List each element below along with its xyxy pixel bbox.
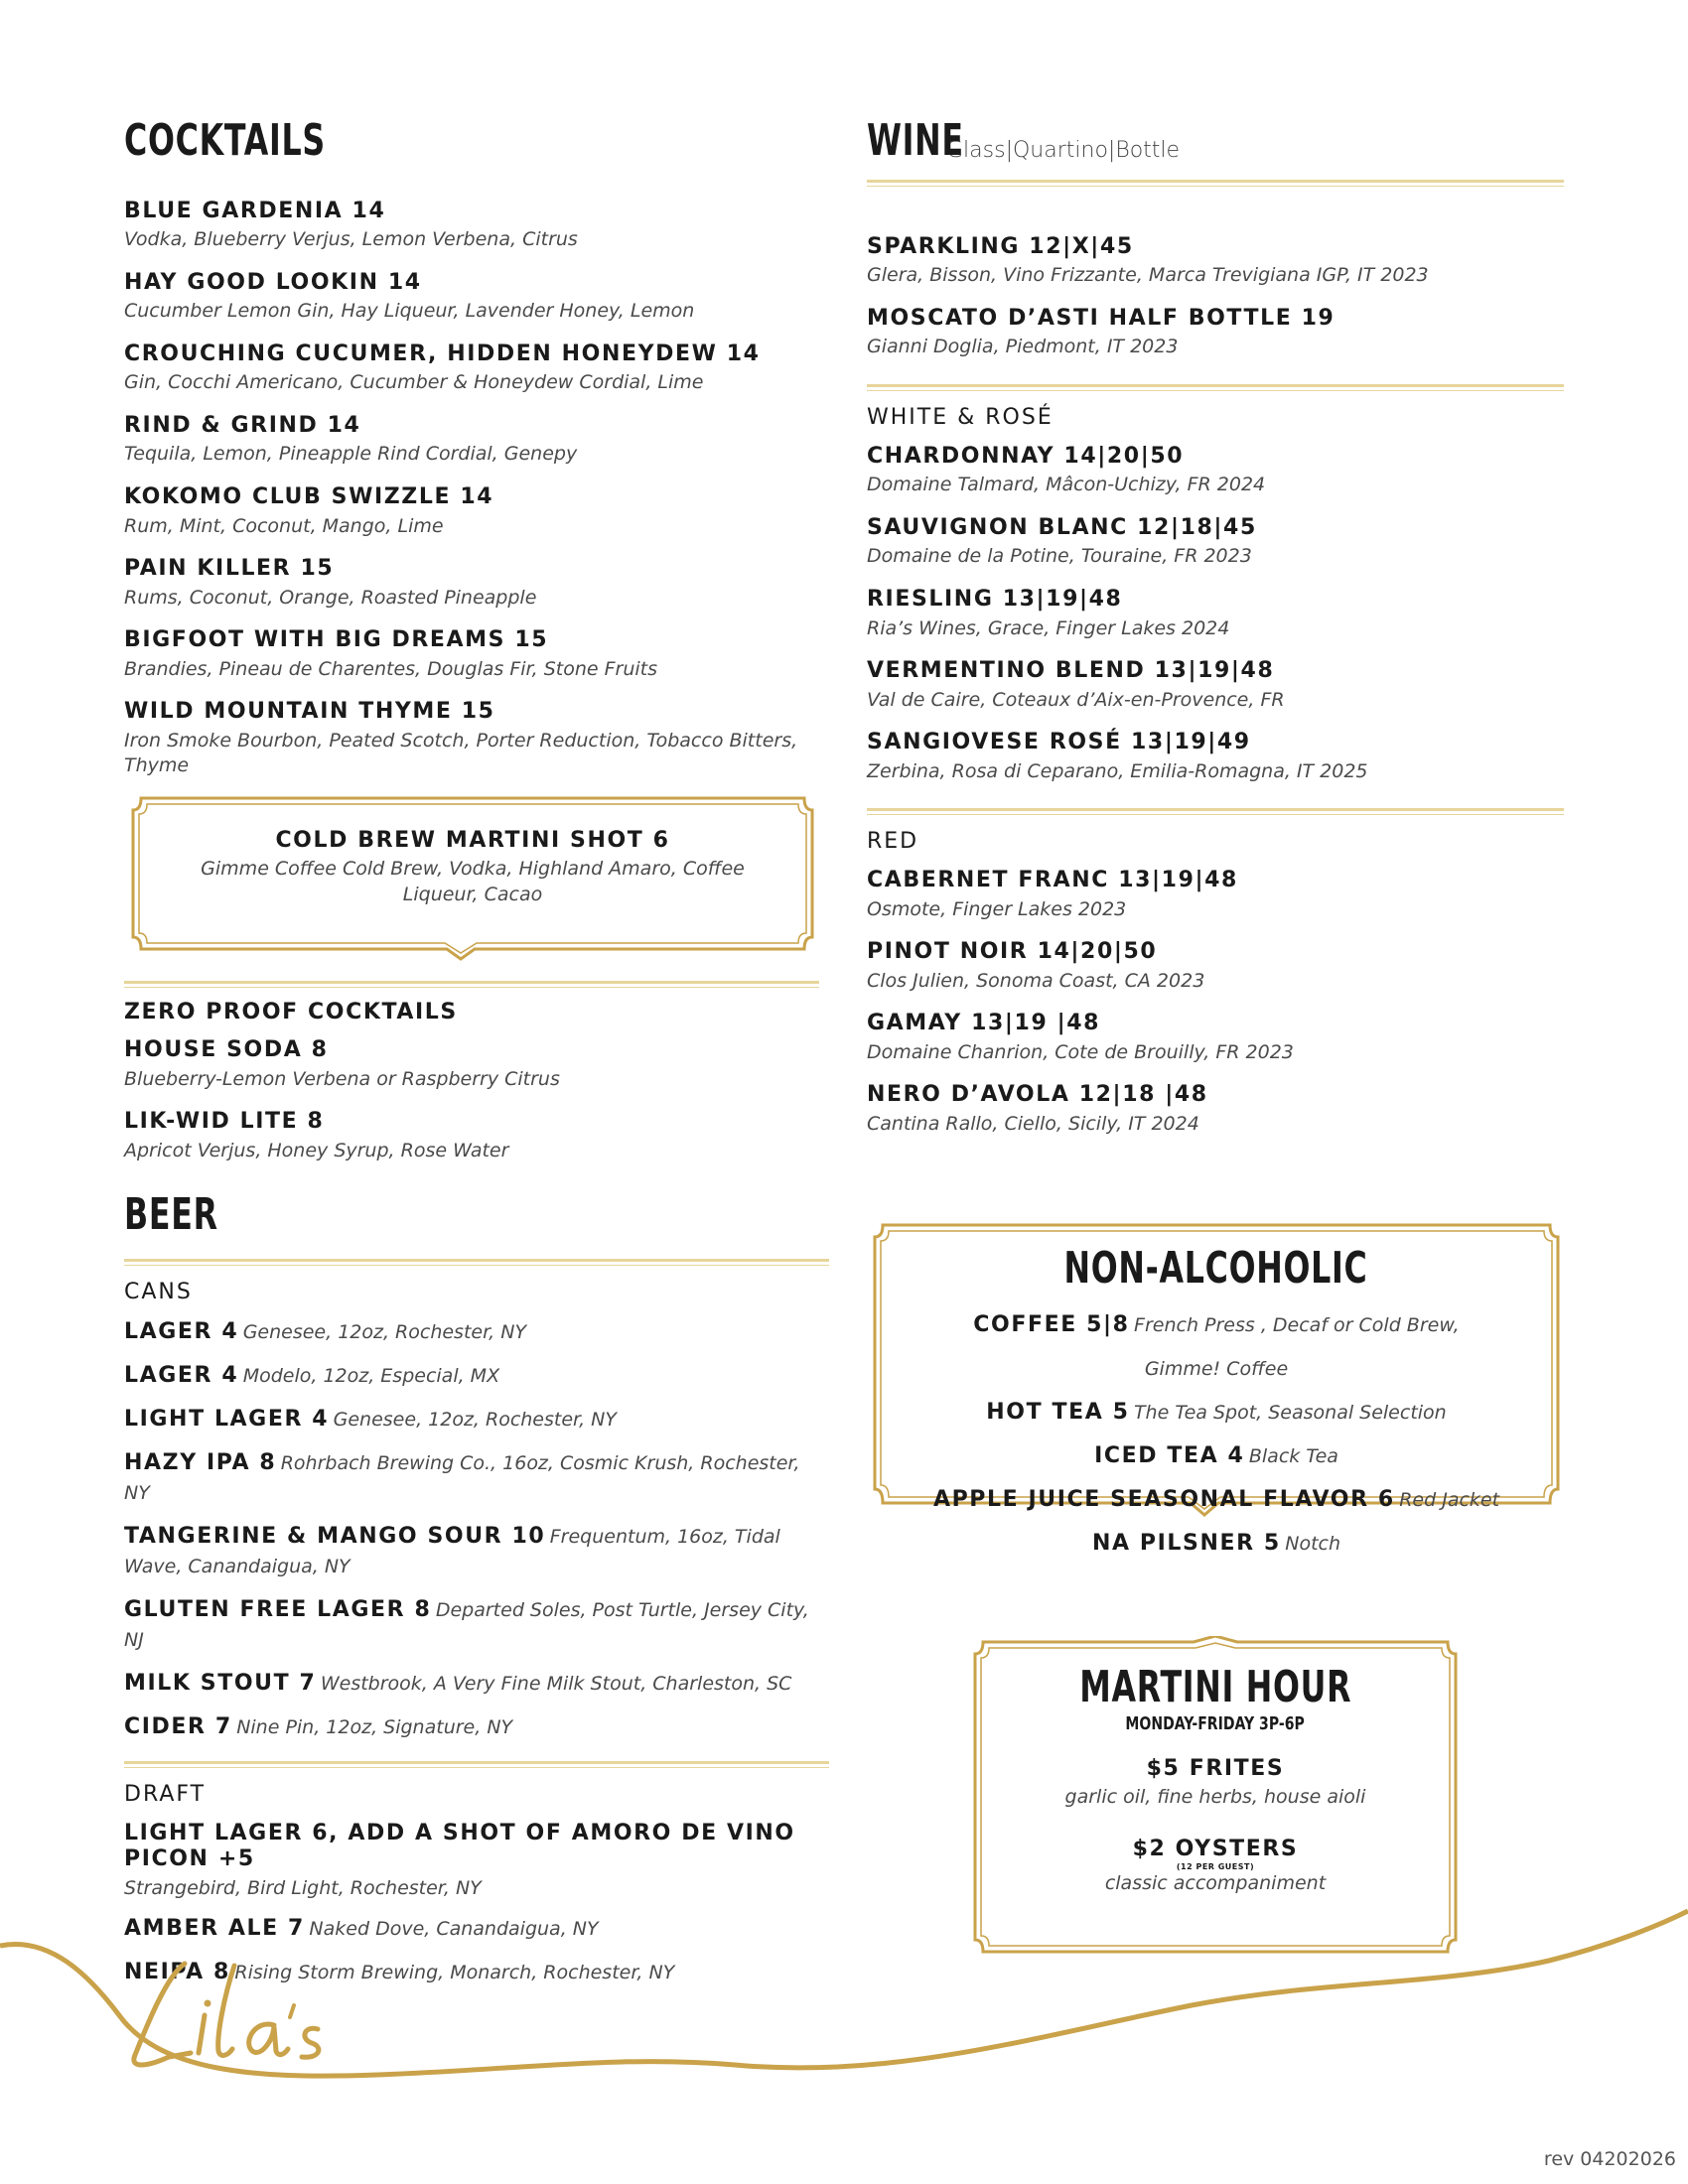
item-name: SAUVIGNON BLANC 12|18|45 bbox=[867, 515, 1257, 541]
item-desc: Modelo, 12oz, Especial, MX bbox=[242, 1365, 500, 1387]
sparkling-list bbox=[867, 234, 1564, 360]
list-item bbox=[124, 1406, 829, 1435]
beer-title: BEER bbox=[124, 1189, 218, 1240]
list-item bbox=[124, 1449, 829, 1509]
item-name: NERO D’AVOLA 12|18 |48 bbox=[867, 1082, 1208, 1108]
item-name: NA PILSNER 5 bbox=[1091, 1531, 1281, 1556]
item-desc: Cucumber Lemon Gin, Hay Liqueur, Lavender Honey, Lemon bbox=[124, 300, 695, 323]
list-item bbox=[124, 1596, 829, 1656]
divider bbox=[124, 1259, 829, 1266]
non-alcoholic-box bbox=[869, 1219, 1564, 1556]
item-desc: Tequila, Lemon, Pineapple Rind Cordial, Genepy bbox=[124, 443, 578, 466]
divider bbox=[867, 180, 1564, 187]
list-item bbox=[124, 1713, 829, 1743]
item-name: HAZY IPA 8 bbox=[124, 1450, 277, 1475]
item-desc: Clos Julien, Sonoma Coast, CA 2023 bbox=[867, 969, 1205, 992]
item-name: HOT TEA 5 bbox=[986, 1400, 1130, 1425]
list-item bbox=[124, 556, 829, 611]
item-name: LIK-WID LITE 8 bbox=[124, 1109, 325, 1135]
item-desc: Rums, Coconut, Orange, Roasted Pineapple bbox=[124, 586, 537, 609]
wine-title: WINE bbox=[867, 115, 964, 166]
list-item bbox=[124, 484, 829, 539]
item-desc: Zerbina, Rosa di Ceparano, Emilia-Romagna, IT 2025 bbox=[867, 759, 1368, 782]
item-name: NEIPA 8 bbox=[124, 1960, 230, 1985]
list-item bbox=[124, 199, 829, 253]
item-name: BIGFOOT WITH BIG DREAMS 15 bbox=[124, 627, 549, 653]
item-desc: The Tea Spot, Seasonal Selection bbox=[1133, 1402, 1447, 1424]
list-item bbox=[899, 1479, 1534, 1523]
item-name: AMBER ALE 7 bbox=[124, 1916, 305, 1942]
oysters-note: (12 PER GUEST) bbox=[1176, 1862, 1255, 1872]
item-desc: Genesee, 12oz, Rochester, NY bbox=[242, 1321, 527, 1343]
revision-label: rev 04202026 bbox=[1543, 2148, 1676, 2170]
item-desc: Gianni Doglia, Piedmont, IT 2023 bbox=[867, 336, 1179, 358]
list-item bbox=[867, 515, 1564, 570]
coffee-desc-2: Gimme! Coffee bbox=[1144, 1358, 1289, 1380]
item-name: LAGER 4 bbox=[124, 1319, 239, 1344]
item-name: CROUCHING CUCUMER, HIDDEN HONEYDEW 14 bbox=[124, 341, 761, 367]
non-alcoholic-list bbox=[899, 1392, 1534, 1567]
list-item bbox=[124, 413, 829, 468]
coffee-desc: French Press , Decaf or Cold Brew, bbox=[1134, 1314, 1460, 1336]
list-item bbox=[867, 658, 1564, 713]
item-desc: Apricot Verjus, Honey Syrup, Rose Water bbox=[124, 1139, 509, 1161]
item-desc: Gin, Cocchi Americano, Cucumber & Honeydew Cordial, Lime bbox=[124, 371, 704, 394]
list-item bbox=[867, 1082, 1564, 1137]
fries-desc: garlic oil, fine herbs, house aioli bbox=[1064, 1786, 1366, 1809]
item-desc: Domaine Talmard, Mâcon-Uchizy, FR 2024 bbox=[867, 474, 1266, 496]
fries-name: $5 FRITES bbox=[1146, 1756, 1285, 1781]
divider bbox=[867, 808, 1564, 815]
red-list bbox=[867, 868, 1564, 1137]
item-name: PAIN KILLER 15 bbox=[124, 556, 335, 582]
item-desc: Glera, Bisson, Vino Frizzante, Marca Trevigiana IGP, IT 2023 bbox=[867, 264, 1429, 287]
list-item bbox=[899, 1435, 1534, 1479]
item-desc: Vodka, Blueberry Verjus, Lemon Verbena, Citrus bbox=[124, 228, 578, 251]
list-item bbox=[867, 306, 1564, 360]
list-item bbox=[124, 1523, 829, 1582]
item-name: CHARDONNAY 14|20|50 bbox=[867, 444, 1185, 470]
cold-brew-box bbox=[127, 792, 818, 965]
item-name: MOSCATO D’ASTI HALF BOTTLE 19 bbox=[867, 306, 1336, 332]
item-name: LIGHT LAGER 6, ADD A SHOT OF AMORO DE VINO PICON +5 bbox=[124, 1821, 795, 1872]
item-desc: Domaine de la Potine, Touraine, FR 2023 bbox=[867, 545, 1252, 568]
item-desc: Rum, Mint, Coconut, Mango, Lime bbox=[124, 514, 444, 537]
list-item bbox=[899, 1392, 1534, 1435]
zero-proof-heading: ZERO PROOF COCKTAILS bbox=[124, 1000, 458, 1024]
list-item bbox=[867, 444, 1564, 498]
divider bbox=[124, 1761, 829, 1768]
item-name: GLUTEN FREE LAGER 8 bbox=[124, 1597, 432, 1622]
cans-list bbox=[124, 1318, 829, 1743]
lilas-logo bbox=[107, 1946, 346, 2075]
item-desc: Osmote, Finger Lakes 2023 bbox=[867, 897, 1127, 920]
red-heading: RED bbox=[867, 829, 919, 855]
item-name: VERMENTINO BLEND 13|19|48 bbox=[867, 658, 1275, 684]
item-desc: Iron Smoke Bourbon, Peated Scotch, Porter Reduction, Tobacco Bitters, Thyme bbox=[124, 729, 798, 777]
item-name: APPLE JUICE SEASONAL FLAVOR 6 bbox=[932, 1487, 1395, 1512]
list-item bbox=[124, 1670, 829, 1700]
item-desc: Red Jacket bbox=[1399, 1489, 1500, 1511]
list-item bbox=[124, 1362, 829, 1392]
list-item bbox=[867, 939, 1564, 994]
item-desc: Cantina Rallo, Ciello, Sicily, IT 2024 bbox=[867, 1112, 1199, 1135]
item-name: SPARKLING 12|X|45 bbox=[867, 234, 1134, 259]
item-name: PINOT NOIR 14|20|50 bbox=[867, 939, 1158, 965]
item-desc: Brandies, Pineau de Charentes, Douglas Fir, Stone Fruits bbox=[124, 657, 658, 680]
list-item bbox=[124, 1109, 819, 1163]
cold-brew-desc: Gimme Coffee Cold Brew, Vodka, Highland Amaro, Coffee Liqueur, Cacao bbox=[201, 858, 745, 906]
zero-proof-list bbox=[124, 1037, 819, 1163]
wine-subtitle: Glass|Quartino|Bottle bbox=[946, 138, 1181, 164]
item-desc: Nine Pin, 12oz, Signature, NY bbox=[236, 1716, 513, 1738]
cocktails-section bbox=[124, 115, 829, 796]
oysters-desc: classic accompaniment bbox=[1104, 1872, 1327, 1895]
logo-script bbox=[107, 1946, 346, 2075]
zero-proof-section bbox=[124, 981, 819, 1180]
item-desc: Westbrook, A Very Fine Milk Stout, Charleston, SC bbox=[320, 1673, 792, 1695]
item-name: WILD MOUNTAIN THYME 15 bbox=[124, 699, 495, 725]
list-item bbox=[867, 730, 1564, 784]
item-name: GAMAY 13|19 |48 bbox=[867, 1011, 1101, 1036]
list-item bbox=[867, 1011, 1564, 1065]
divider bbox=[124, 981, 819, 988]
item-name: LIGHT LAGER 4 bbox=[124, 1407, 330, 1432]
list-item bbox=[867, 587, 1564, 641]
martini-hour-schedule: MONDAY-FRIDAY 3P-6P bbox=[1125, 1713, 1306, 1734]
white-list bbox=[867, 444, 1564, 784]
white-heading: WHITE & ROSÉ bbox=[867, 405, 1054, 431]
item-desc: Black Tea bbox=[1248, 1445, 1338, 1467]
item-desc: Departed Soles, Post Turtle, Jersey City, NJ bbox=[124, 1599, 809, 1651]
item-name: HOUSE SODA 8 bbox=[124, 1037, 329, 1063]
item-desc: Genesee, 12oz, Rochester, NY bbox=[333, 1409, 618, 1431]
item-desc: Rohrbach Brewing Co., 16oz, Cosmic Krush, Rochester, NY bbox=[124, 1452, 800, 1504]
item-name: RIESLING 13|19|48 bbox=[867, 587, 1123, 613]
item-desc: Ria’s Wines, Grace, Finger Lakes 2024 bbox=[867, 616, 1230, 639]
item-name: CABERNET FRANC 13|19|48 bbox=[867, 868, 1238, 893]
list-item bbox=[867, 234, 1564, 289]
item-name: CIDER 7 bbox=[124, 1714, 232, 1739]
wine-section bbox=[867, 115, 1564, 1154]
item-name: KOKOMO CLUB SWIZZLE 14 bbox=[124, 484, 494, 510]
item-desc: Domaine Chanrion, Cote de Brouilly, FR 2023 bbox=[867, 1040, 1294, 1063]
item-name: ICED TEA 4 bbox=[1094, 1443, 1245, 1468]
divider bbox=[867, 384, 1564, 391]
cold-brew-name: COLD BREW MARTINI SHOT 6 bbox=[275, 828, 670, 853]
item-desc: Strangebird, Bird Light, Rochester, NY bbox=[124, 1876, 482, 1899]
item-desc: Notch bbox=[1285, 1533, 1341, 1555]
item-name: MILK STOUT 7 bbox=[124, 1671, 317, 1696]
item-name: SANGIOVESE ROSÉ 13|19|49 bbox=[867, 730, 1251, 755]
list-item bbox=[124, 627, 829, 682]
list-item bbox=[899, 1523, 1534, 1567]
list-item bbox=[124, 270, 829, 325]
cocktail-list bbox=[124, 199, 829, 779]
item-name: HAY GOOD LOOKIN 14 bbox=[124, 270, 422, 296]
item-name: LAGER 4 bbox=[124, 1363, 239, 1388]
coffee-name: COFFEE 5|8 bbox=[973, 1312, 1130, 1337]
list-item bbox=[124, 1318, 829, 1348]
item-name: RIND & GRIND 14 bbox=[124, 413, 361, 439]
item-name: BLUE GARDENIA 14 bbox=[124, 199, 386, 223]
list-item bbox=[124, 699, 829, 779]
martini-hour-title: MARTINI HOUR bbox=[1079, 1662, 1351, 1712]
cocktails-title: COCKTAILS bbox=[124, 115, 326, 166]
item-desc: Rising Storm Brewing, Monarch, Rochester, NY bbox=[234, 1962, 675, 1984]
item-desc: Val de Caire, Coteaux d’Aix-en-Provence, FR bbox=[867, 688, 1285, 711]
list-item bbox=[124, 1037, 819, 1092]
non-alcoholic-title: NON-ALCOHOLIC bbox=[1063, 1243, 1369, 1294]
draft-heading: DRAFT bbox=[124, 1782, 207, 1807]
item-name: TANGERINE & MANGO SOUR 10 bbox=[124, 1524, 546, 1549]
item-desc: Blueberry-Lemon Verbena or Raspberry Citrus bbox=[124, 1067, 560, 1090]
list-item bbox=[124, 341, 829, 396]
oysters-name: $2 OYSTERS bbox=[1132, 1837, 1299, 1862]
item-desc: Frequentum, 16oz, Tidal Wave, Canandaigua, NY bbox=[124, 1526, 780, 1577]
item-desc: Naked Dove, Canandaigua, NY bbox=[309, 1918, 599, 1941]
list-item bbox=[867, 868, 1564, 922]
cans-heading: CANS bbox=[124, 1280, 193, 1304]
